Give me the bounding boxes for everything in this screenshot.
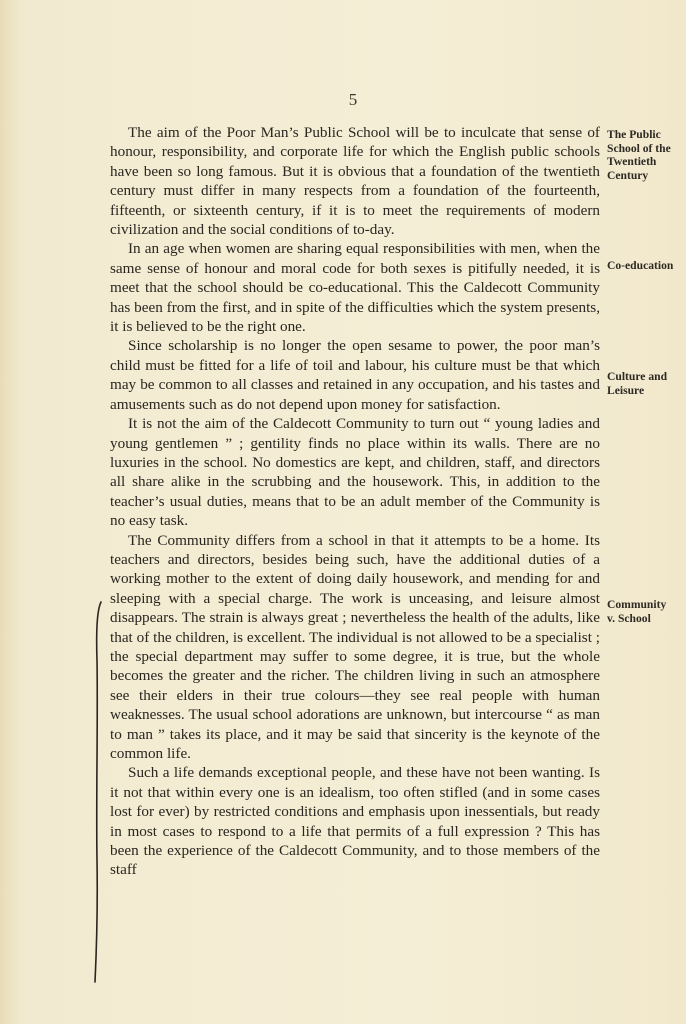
body-text: [110, 123, 600, 880]
side-note-co-education: Co-education: [607, 259, 674, 272]
side-note-public-school: The Public School of the Twentieth Century: [607, 128, 671, 182]
paragraph-public-school: The aim of the Poor Man’s Public School will be to inculcate that sense of honour, responsibility, and corporate life for which the English public schools have been so long famous. But it is obvious that a foundation of the twentieth century must differ in many respects from a foundation of the fourteenth, fifteenth, or sixteenth century, if it is to meet the requirements of modern civilization and the social conditions of to-day.: [110, 124, 600, 239]
margin-bracket-mark: [93, 600, 103, 984]
page-number: 5: [348, 90, 358, 109]
side-note-culture-leisure: Culture and Leisure: [607, 370, 668, 397]
side-note-community-school: Community v. School: [607, 598, 667, 625]
paragraph-community-vs-school: The Community differs from a school in that it attempts to be a home. Its teachers and directors, besides being such, have the additional duties of a working mother to the extent of doing daily housework, and mending for and sleeping with a special charge. The work is unceasing, and leisure almost disappears. The strain is always great ; nevertheless the health of the adults, like that of the children, is excellent. The individual is not allowed to be a specialist ; the special department may suffer to some degree, it is true, but the whole becomes the greater and the richer. The children living in such an atmosphere see their elders in their true colours—they see real people with human weaknesses. The usual school adorations are unknown, but intercourse “ as man to man ” takes its place, and it may be said that sincerity is the keynote of the common life.: [110, 531, 600, 762]
paragraph-culture-leisure: Since scholarship is no longer the open sesame to power, the poor man’s child must be fitted for a life of toil and labour, his culture must be that which may be common to all classes and retained in any occupation, and his tastes and amusements such as do not depend upon money for satisfaction.: [110, 337, 600, 413]
paragraph-no-gentility: It is not the aim of the Caldecott Community to turn out “ young ladies and young gentlemen ” ; gentility finds no place within its walls. There are no luxuries in the school. No domestics are kept, and children, staff, and directors all share alike in the scrubbing and the housework. This, in addition to the teacher’s usual duties, means that to be an adult member of the Community is no easy task.: [110, 415, 600, 530]
paragraph-exceptional-people: Such a life demands exceptional people, and these have not been wanting. Is it not that within every one is an idealism, too often stifled (and in some cases lost for ever) by restricted conditions and emphasis upon inessentials, but ready in most cases to respond to a life that permits of a full expression ? This has been the experience of the Caldecott Community, and to those members of the staff: [110, 764, 600, 879]
paragraph-co-education: In an age when women are sharing equal responsibilities with men, when the same sense of honour and moral code for both sexes is pitifully needed, it is meet that the school should be co-educational. This the Caldecott Community has been from the first, and in spite of the difficulties which the system presents, it is believed to be the right one.: [110, 240, 600, 336]
